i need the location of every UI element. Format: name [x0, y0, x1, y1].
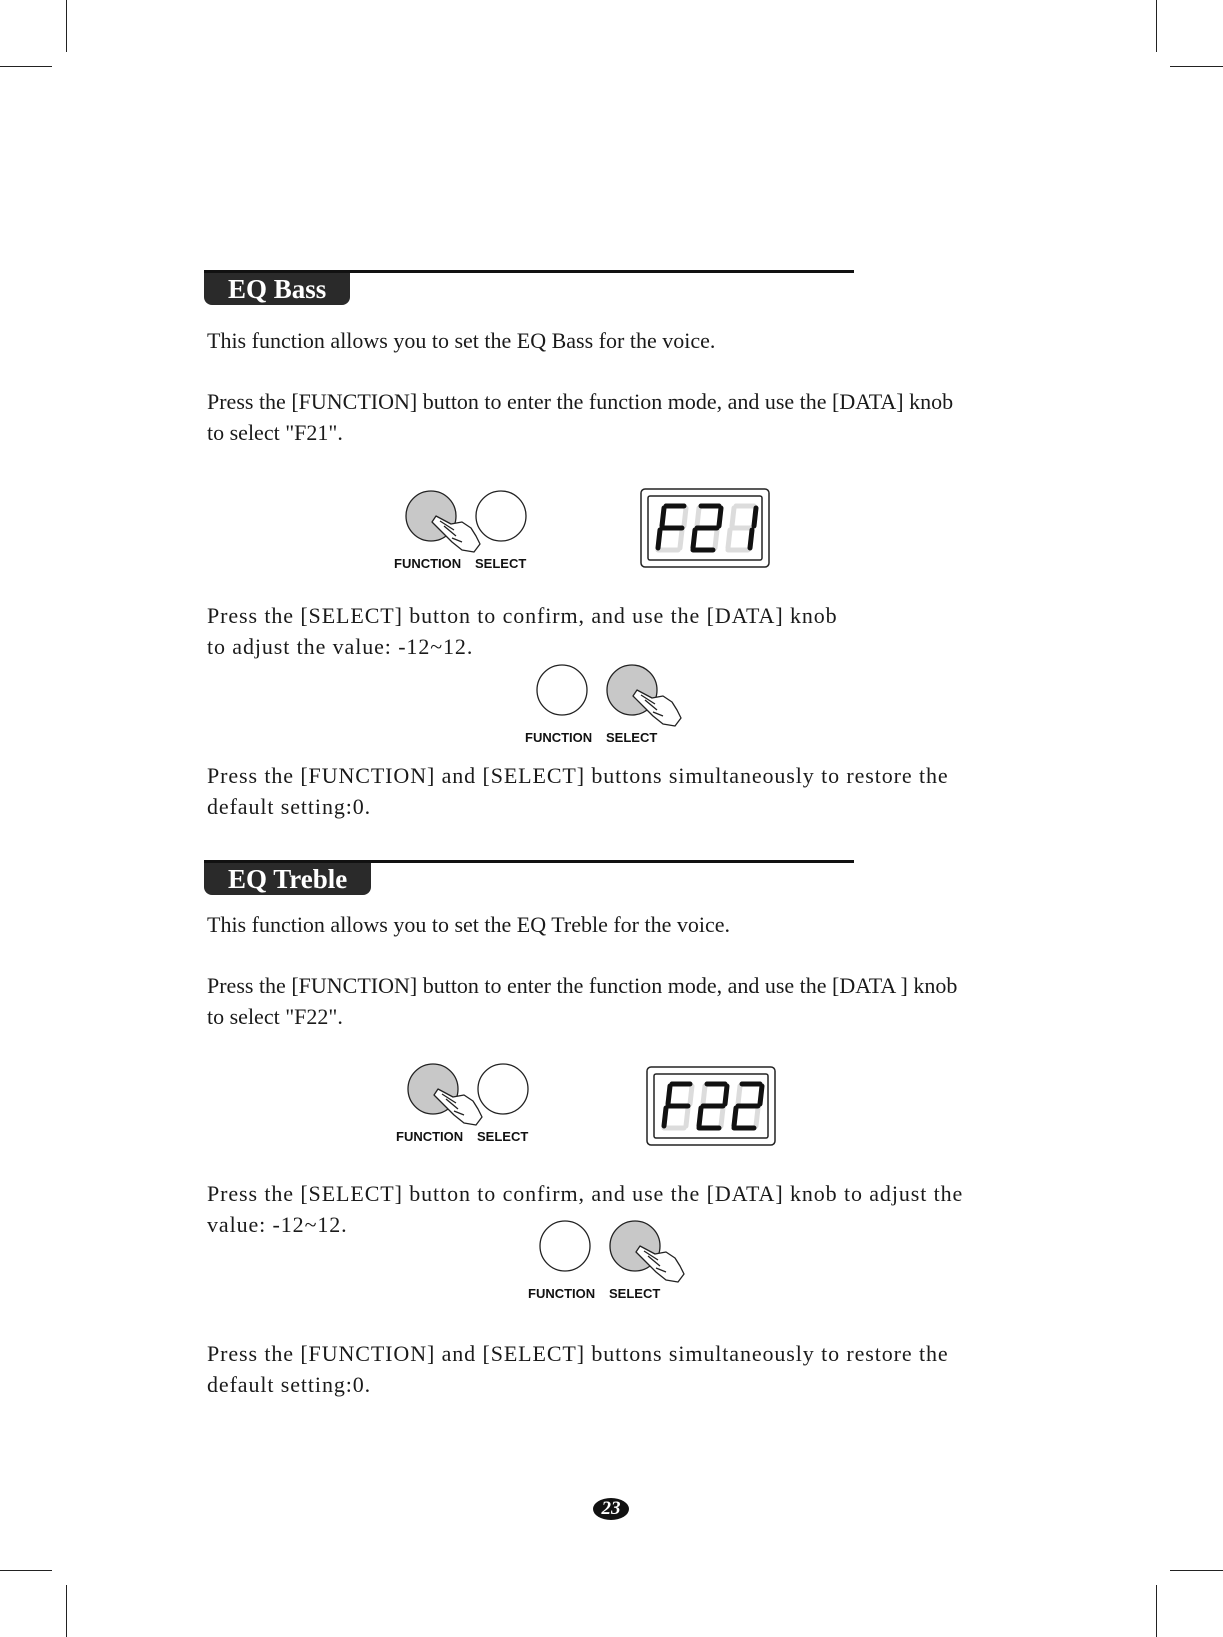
text-line: Press the [FUNCTION] and [SELECT] buttons simultaneously to restore the — [207, 1341, 949, 1366]
function-label: FUNCTION — [396, 1129, 464, 1144]
crop-mark-icon — [1156, 0, 1157, 52]
select-label: SELECT — [606, 730, 658, 745]
intro-text: This function allows you to set the EQ Bass for the voice. — [207, 328, 716, 353]
text-line: default setting:0. — [207, 794, 372, 819]
text-line: Press the [FUNCTION] button to enter the function mode, and use the [DATA] knob — [207, 389, 954, 414]
text-line: Press the [FUNCTION] and [SELECT] buttons simultaneously to restore the — [207, 763, 949, 788]
text-line: to select "F22". — [207, 1004, 343, 1029]
step-select-text — [207, 600, 838, 662]
step-restore-text — [207, 1338, 949, 1400]
text-line: Press the [SELECT] button to confirm, and use the [DATA] knob to adjust the — [207, 1181, 964, 1206]
button-pair-function-pressed — [398, 1061, 558, 1151]
button-pair-select-pressed — [527, 662, 687, 752]
text-line: Press the [SELECT] button to confirm, and use the [DATA] knob — [207, 603, 838, 628]
step-function-text — [207, 970, 957, 1032]
crop-mark-icon — [0, 1570, 52, 1571]
text-line: Press the [FUNCTION] button to enter the function mode, and use the [DATA ] knob — [207, 973, 958, 998]
select-label: SELECT — [475, 556, 527, 571]
select-label: SELECT — [477, 1129, 529, 1144]
page-number-text: 23 — [601, 1498, 621, 1519]
step-restore-text — [207, 760, 949, 822]
select-label: SELECT — [609, 1286, 661, 1301]
text-line: to adjust the value: -12~12. — [207, 634, 474, 659]
button-pair-select-pressed — [530, 1218, 690, 1308]
section-title: EQ Bass — [204, 273, 350, 305]
text-line: value: -12~12. — [207, 1212, 348, 1237]
crop-mark-icon — [1156, 1585, 1157, 1637]
crop-mark-icon — [66, 0, 67, 52]
button-pair-function-pressed — [396, 488, 556, 578]
crop-mark-icon — [1170, 1570, 1223, 1571]
section-header-eq-treble — [204, 854, 854, 894]
intro-text: This function allows you to set the EQ Treble for the voice. — [207, 912, 731, 937]
crop-mark-icon — [0, 66, 52, 67]
function-label: FUNCTION — [525, 730, 593, 745]
function-label: FUNCTION — [528, 1286, 596, 1301]
lcd-display-icon — [646, 1066, 776, 1146]
function-label: FUNCTION — [394, 556, 462, 571]
text-line: default setting:0. — [207, 1372, 372, 1397]
lcd-display-icon — [640, 488, 770, 568]
crop-mark-icon — [66, 1585, 67, 1637]
text-line: to select "F21". — [207, 420, 343, 445]
page-number — [593, 1498, 629, 1520]
section-title: EQ Treble — [204, 863, 371, 895]
step-function-text — [207, 386, 953, 448]
section-header-eq-bass — [204, 264, 854, 304]
crop-mark-icon — [1170, 66, 1223, 67]
